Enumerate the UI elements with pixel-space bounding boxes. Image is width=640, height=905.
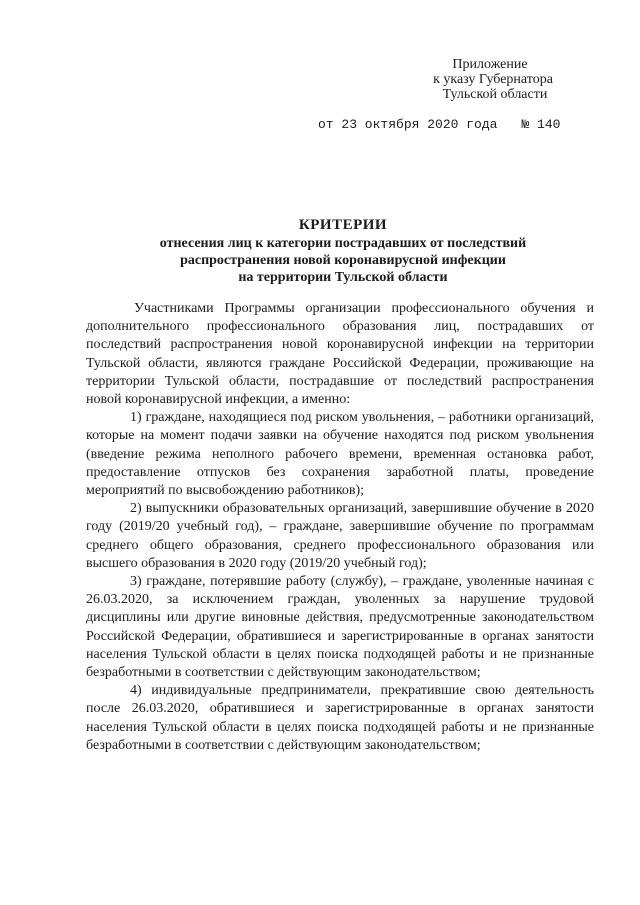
title-line-2: распространения новой коронавирусной инфекции bbox=[180, 253, 506, 268]
title-main: КРИТЕРИИ bbox=[298, 217, 388, 233]
criterion-item-3: 3) граждане, потерявшие работу (службу), – граждане, уволенные начиная с 26.03.2020, за исключением граждан, уволенных за нарушение трудовой дисциплины или другие виновные действия, предусмотренные законодательством Российской Федерации, обратившиеся и зарегистрированные в органах занятости населения Тульской области в целях поиска подходящей работы и не признанные безработными в соответствии с действующим законодательством; bbox=[86, 574, 594, 681]
document-body bbox=[86, 300, 594, 755]
appendix-region: Тульской области bbox=[442, 87, 548, 102]
criterion-item-2: 2) выпускники образовательных организаций, завершившие обучение в 2020 году (2019/20 учебный год), – граждане, завершившие обучение по программам среднего общего образования, среднего профессионального образования или высшего образования в 2020 году (2019/20 учебный год); bbox=[86, 501, 594, 571]
appendix-decree-ref: к указу Губернатора bbox=[433, 72, 553, 87]
criterion-item-4: 4) индивидуальные предприниматели, прекратившие свою деятельность после 26.03.2020, обратившиеся и зарегистрированные в органах занятости населения Тульской области в целях поиска подходящей работы и не признанные безработными в соответствии с действующим законодательством; bbox=[86, 683, 594, 753]
decree-number: № 140 bbox=[521, 117, 561, 132]
title-line-1: отнесения лиц к категории пострадавших от последствий bbox=[159, 236, 527, 251]
document-title bbox=[60, 216, 626, 286]
decree-date: от 23 октября 2020 года bbox=[318, 117, 498, 132]
decree-date-number bbox=[318, 117, 608, 132]
criterion-item-1: 1) граждане, находящиеся под риском увольнения, – работники организаций, которые на момент подачи заявки на обучение находятся под риском увольнения (введение режима неполного рабочего времени, временная остановка работ, предоставление отпусков без сохранения заработной платы, проведение мероприятий по высвобождению работников); bbox=[86, 410, 594, 499]
appendix-header bbox=[360, 57, 600, 102]
title-line-3: на территории Тульской области bbox=[238, 270, 448, 285]
intro-paragraph: Участниками Программы организации профессионального обучения и дополнительного профессионального образования лиц, пострадавших от последствий распространения новой коронавирусной инфекции на территории Тульской области, являются граждане Российской Федерации, проживающие на территории Тульской области, пострадавшие от последствий распространения новой коронавирусной инфекции, а именно: bbox=[86, 301, 594, 408]
appendix-label: Приложение bbox=[452, 57, 528, 72]
